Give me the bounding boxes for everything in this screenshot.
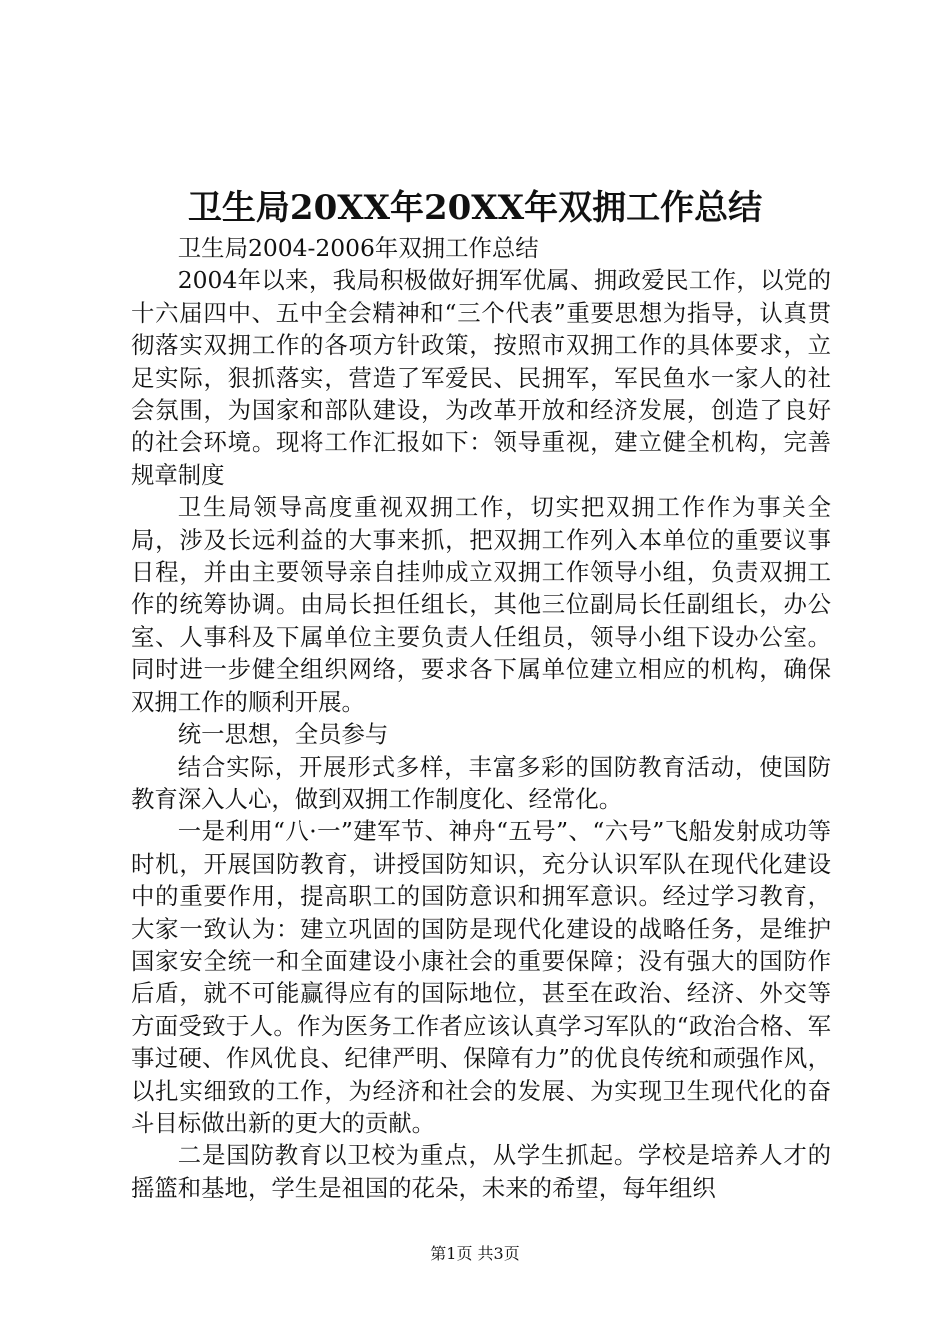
- document-body: [131, 232, 831, 1204]
- paragraph: 卫生局领导高度重视双拥工作，切实把双拥工作作为事关全局，涉及长远利益的大事来抓，把双拥工作列入本单位的重要议事日程，并由主要领导亲自挂帅成立双拥工作领导小组，负责双拥工作的统筹协调。由局长担任组长，其他三位副局长任副组长，办公室、人事科及下属单位主要负责人任组员，领导小组下设办公室。同时进一步健全组织网络，要求各下属单位建立相应的机构，确保双拥工作的顺利开展。: [131, 493, 831, 716]
- paragraph: 一是利用“八·一”建军节、神舟“五号”、“六号”飞船发射成功等时机，开展国防教育，讲授国防知识，充分认识军队在现代化建设中的重要作用，提高职工的国防意识和拥军意识。经过学习教育，大家一致认为：建立巩固的国防是现代化建设的战略任务，是维护国家安全统一和全面建设小康社会的重要保障；没有强大的国防作后盾，就不可能赢得应有的国际地位，甚至在政治、经济、外交等方面受致于人。作为医务工作者应该认真学习军队的“政治合格、军事过硬、作风优良、纪律严明、保障有力”的优良传统和顽强作风，以扎实细致的工作，为经济和社会的发展、为实现卫生现代化的奋斗目标做出新的更大的贡献。: [131, 817, 831, 1137]
- paragraph-heading: 统一思想，全员参与: [177, 720, 389, 749]
- page-footer: 第1页 共3页: [430, 1244, 520, 1263]
- paragraph: 结合实际，开展形式多样，丰富多彩的国防教育活动，使国防教育深入人心，做到双拥工作制度化、经常化。: [131, 752, 831, 813]
- document-title: 卫生局20XX年20XX年双拥工作总结: [187, 188, 763, 228]
- paragraph: 二是国防教育以卫校为重点，从学生抓起。学校是培养人才的摇篮和基地，学生是祖国的花朵，未来的希望，每年组织: [131, 1141, 831, 1202]
- paragraph-subtitle: 卫生局2004-2006年双拥工作总结: [177, 234, 539, 262]
- paragraph: 2004年以来，我局积极做好拥军优属、拥政爱民工作，以党的十六届四中、五中全会精神和“三个代表”重要思想为指导，认真贯彻落实双拥工作的各项方针政策，按照市双拥工作的具体要求，立足实际，狠抓落实，营造了军爱民、民拥军，军民鱼水一家人的社会氛围，为国家和部队建设，为改革开放和经济发展，创造了良好的社会环境。现将工作汇报如下：领导重视，建立健全机构，完善规章制度: [131, 266, 831, 489]
